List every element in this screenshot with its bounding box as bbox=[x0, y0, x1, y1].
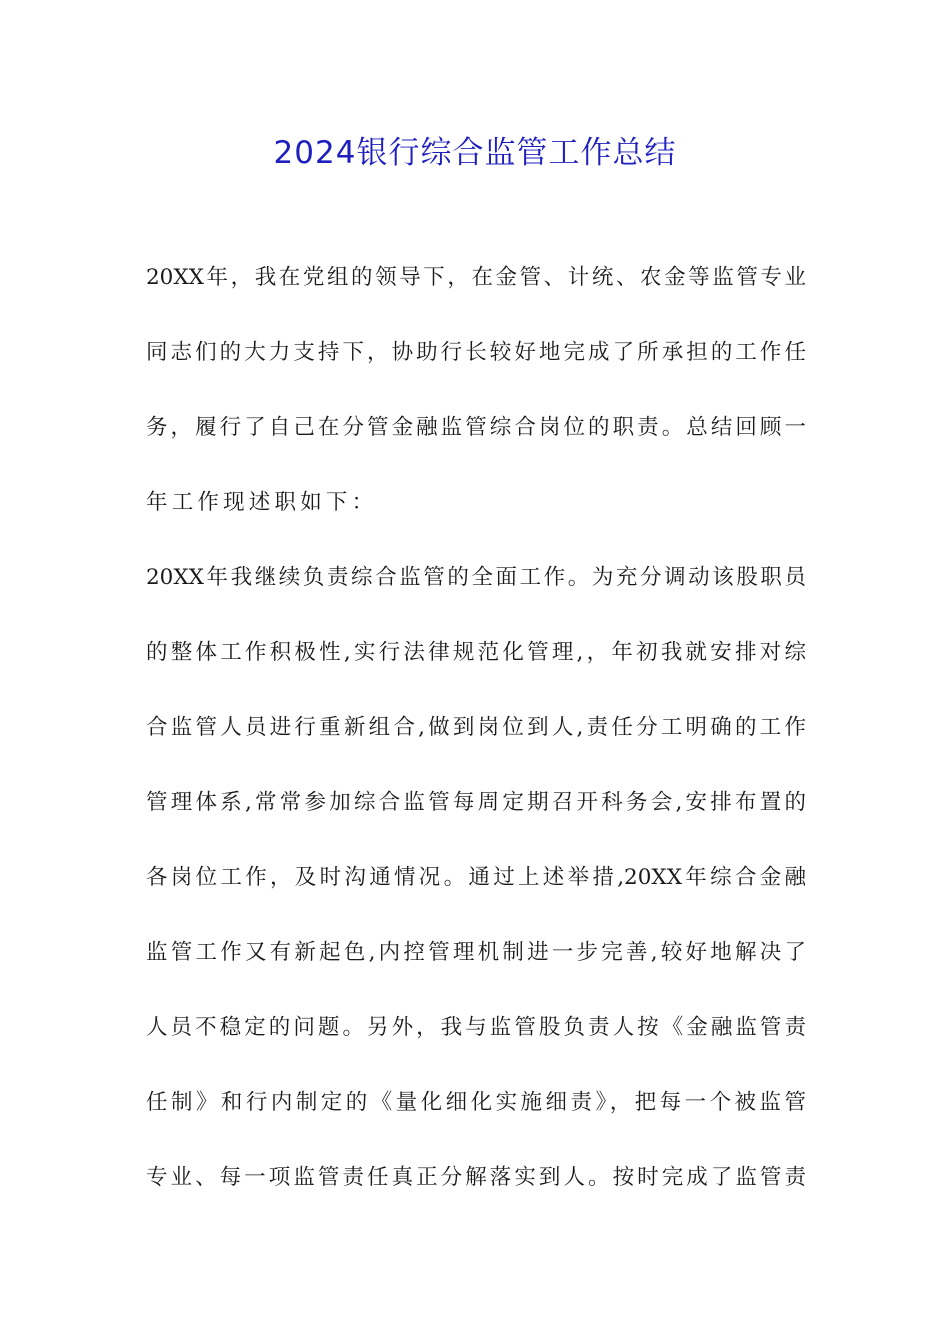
body-line-10: 监管工作又有新起色,内控管理机制进一步完善,较好地解决了 bbox=[146, 940, 806, 965]
document-body bbox=[146, 240, 806, 1215]
body-line-1: 20XX年，我在党组的领导下，在金管、计统、农金等监管专业 bbox=[146, 265, 806, 290]
body-line-13: 专业、每一项监管责任真正分解落实到人。按时完成了监管责 bbox=[146, 1165, 806, 1190]
document-title: 2024银行综合监管工作总结 bbox=[273, 135, 677, 171]
body-line-3: 务，履行了自己在分管金融监管综合岗位的职责。总结回顾一 bbox=[146, 415, 806, 440]
body-line-11: 人员不稳定的问题。另外，我与监管股负责人按《金融监管责 bbox=[146, 1015, 806, 1040]
body-line-4: 年工作现述职如下： bbox=[146, 490, 378, 515]
body-line-7: 合监管人员进行重新组合,做到岗位到人,责任分工明确的工作 bbox=[146, 715, 806, 740]
body-line-5: 20XX年我继续负责综合监管的全面工作。为充分调动该股职员 bbox=[146, 565, 806, 590]
body-line-8: 管理体系,常常参加综合监管每周定期召开科务会,安排布置的 bbox=[146, 790, 806, 815]
body-line-6: 的整体工作积极性,实行法律规范化管理,，年初我就安排对综 bbox=[146, 640, 806, 665]
body-line-9: 各岗位工作，及时沟通情况。通过上述举措,20XX年综合金融 bbox=[146, 865, 806, 890]
body-line-2: 同志们的大力支持下，协助行长较好地完成了所承担的工作任 bbox=[146, 340, 806, 365]
body-line-12: 任制》和行内制定的《量化细化实施细责》，把每一个被监管 bbox=[146, 1090, 806, 1115]
